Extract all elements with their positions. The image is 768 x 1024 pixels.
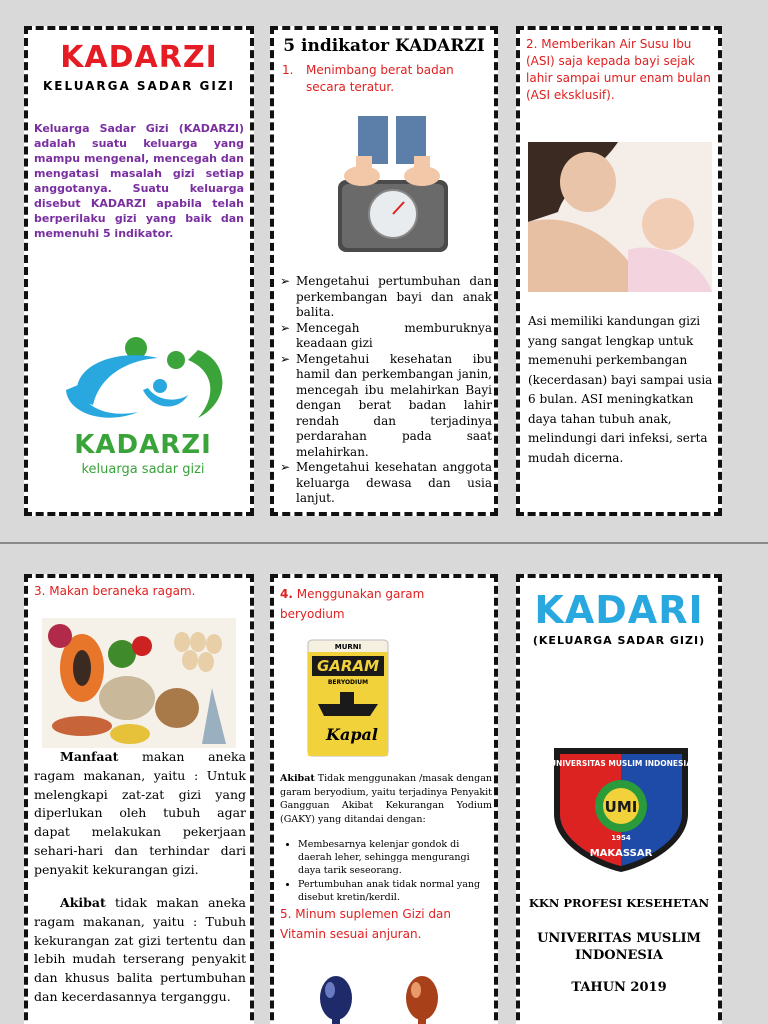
cover-title: KADARI — [534, 588, 704, 632]
indicator-2: 2. Memberikan Air Susu Ibu (ASI) saja kepada bayi sejak lahir sampai umur enam bulan (ASI eksklusif). — [526, 37, 711, 102]
panel-subtitle: KELUARGA SADAR GIZI — [42, 79, 235, 93]
supplement-capsule-image — [318, 970, 354, 1024]
list-item: ➢ Mengetahui pertumbuhan dan perkembangan bayi dan anak balita. — [280, 274, 492, 319]
university-seal-logo — [548, 744, 694, 874]
indicator-number: 1. — [282, 63, 294, 77]
logo-subtitle: keluarga sadar gizi — [81, 462, 205, 477]
indicator-text: Menimbang berat badan secara teratur. — [306, 63, 454, 94]
program-label: KKN PROFESI KESEHETAN — [528, 896, 710, 910]
indicators-heading: 5 indikator KADARZI — [283, 36, 485, 56]
iodized-salt-package-image — [304, 638, 392, 758]
indicator-1 — [274, 62, 494, 96]
gaky-symptoms-list — [280, 838, 492, 905]
family-figures-icon — [48, 330, 238, 430]
asi-paragraph: Asi memiliki kandungan gizi yang sangat lengkap untuk memenuhi perkembangan (kecerdasan) bayi sampai usia 6 bulan. ASI meningkatkan daya tahan tubuh anak, melindungi dari infeksi, serta mudah dicerna. — [528, 314, 713, 465]
page-divider — [0, 542, 768, 544]
list-item: ➢ Mengetahui kesehatan anggota keluarga dewasa dan usia lanjut. — [280, 460, 492, 505]
svg-text:BERYODIUM: BERYODIUM — [327, 679, 369, 686]
panel-kadarzi-intro — [24, 26, 254, 516]
gaky-paragraph: Akibat Tidak menggunakan /masak dengan garam beryodium, yaitu terjadinya Penyakit Gangguan Akibat Kekurangan Yodium (GAKY) yang ditandai dengan: — [280, 773, 492, 825]
list-item: • Pertumbuhan anak tidak normal yang disebut kretin/kerdil. — [298, 878, 492, 904]
indicator-4: 4. Menggunakan garam beryodium — [280, 587, 425, 621]
svg-text:Kapal: Kapal — [326, 725, 378, 744]
weighing-scale-image — [334, 116, 452, 256]
panel-cover — [516, 574, 722, 1024]
indicator-3: 3. Makan beraneka ragam. — [34, 584, 196, 598]
list-item: ➢ Mengetahui kesehatan ibu hamil dan perkembangan janin, mencegah ibu melahirkan Bayi dengan berat badan lahir rendah dan terjadinya perdarahan pada saat melahirkan. — [280, 351, 492, 459]
cover-subtitle: (KELUARGA SADAR GIZI) — [532, 634, 706, 647]
svg-text:MAKASSAR: MAKASSAR — [589, 848, 653, 859]
list-item: • Membesarnya kelenjar gondok di daerah leher, sehingga mengurangi daya tarik seseorang. — [298, 838, 492, 877]
assorted-food-image — [42, 618, 236, 748]
supplement-capsule-image — [404, 970, 440, 1024]
svg-text:UMI: UMI — [604, 798, 638, 816]
breastfeeding-image — [528, 142, 712, 292]
svg-text:1954: 1954 — [611, 834, 631, 842]
panel-indicator-4-5 — [270, 574, 498, 1024]
indicator-5: 5. Minum suplemen Gizi dan Vitamin sesuai anjuran. — [280, 907, 452, 941]
logo-text: KADARZI — [74, 430, 212, 460]
kadarzi-logo — [48, 330, 238, 490]
panel-title: KADARZI — [60, 40, 218, 75]
intro-paragraph: Keluarga Sadar Gizi (KADARZI) adalah suatu keluarga yang mampu mengenal, mencegah dan mengatasi masalah gizi setiap anggotanya. Suatu keluarga disebut KADARZI apabila telah berperilaku gizi yang baik dan memenuhi 5 indikator. — [34, 122, 244, 240]
panel-indicator-1 — [270, 26, 498, 516]
university-name: UNIVERITAS MUSLIM INDONESIA — [537, 931, 701, 963]
indicator-1-benefits — [280, 274, 492, 507]
panel-indicator-3 — [24, 574, 254, 1024]
svg-text:GARAM: GARAM — [316, 657, 380, 675]
year-label: TAHUN 2019 — [571, 980, 667, 995]
akibat-paragraph: Akibat tidak makan aneka ragam makanan, yaitu : Tubuh kekurangan zat gizi tertentu dan lebih mudah terserang penyakit dan khusus balita pertumbuhan dan kecerdasannya terganggu. — [34, 895, 246, 1004]
svg-text:UNIVERSITAS MUSLIM INDONESIA: UNIVERSITAS MUSLIM INDONESIA — [549, 759, 693, 768]
manfaat-paragraph: Manfaat makan aneka ragam makanan, yaitu : Untuk melengkapi zat-zat gizi yang diperlukan oleh tubuh agar dapat melakukan pekerjaan sehari-hari dan terhindar dari penyakit kekurangan gizi. — [34, 749, 246, 877]
panel-indicator-2 — [516, 26, 722, 516]
svg-text:MURNI: MURNI — [334, 643, 362, 651]
list-item: ➢ Mencegah memburuknya keadaan gizi — [280, 320, 492, 350]
